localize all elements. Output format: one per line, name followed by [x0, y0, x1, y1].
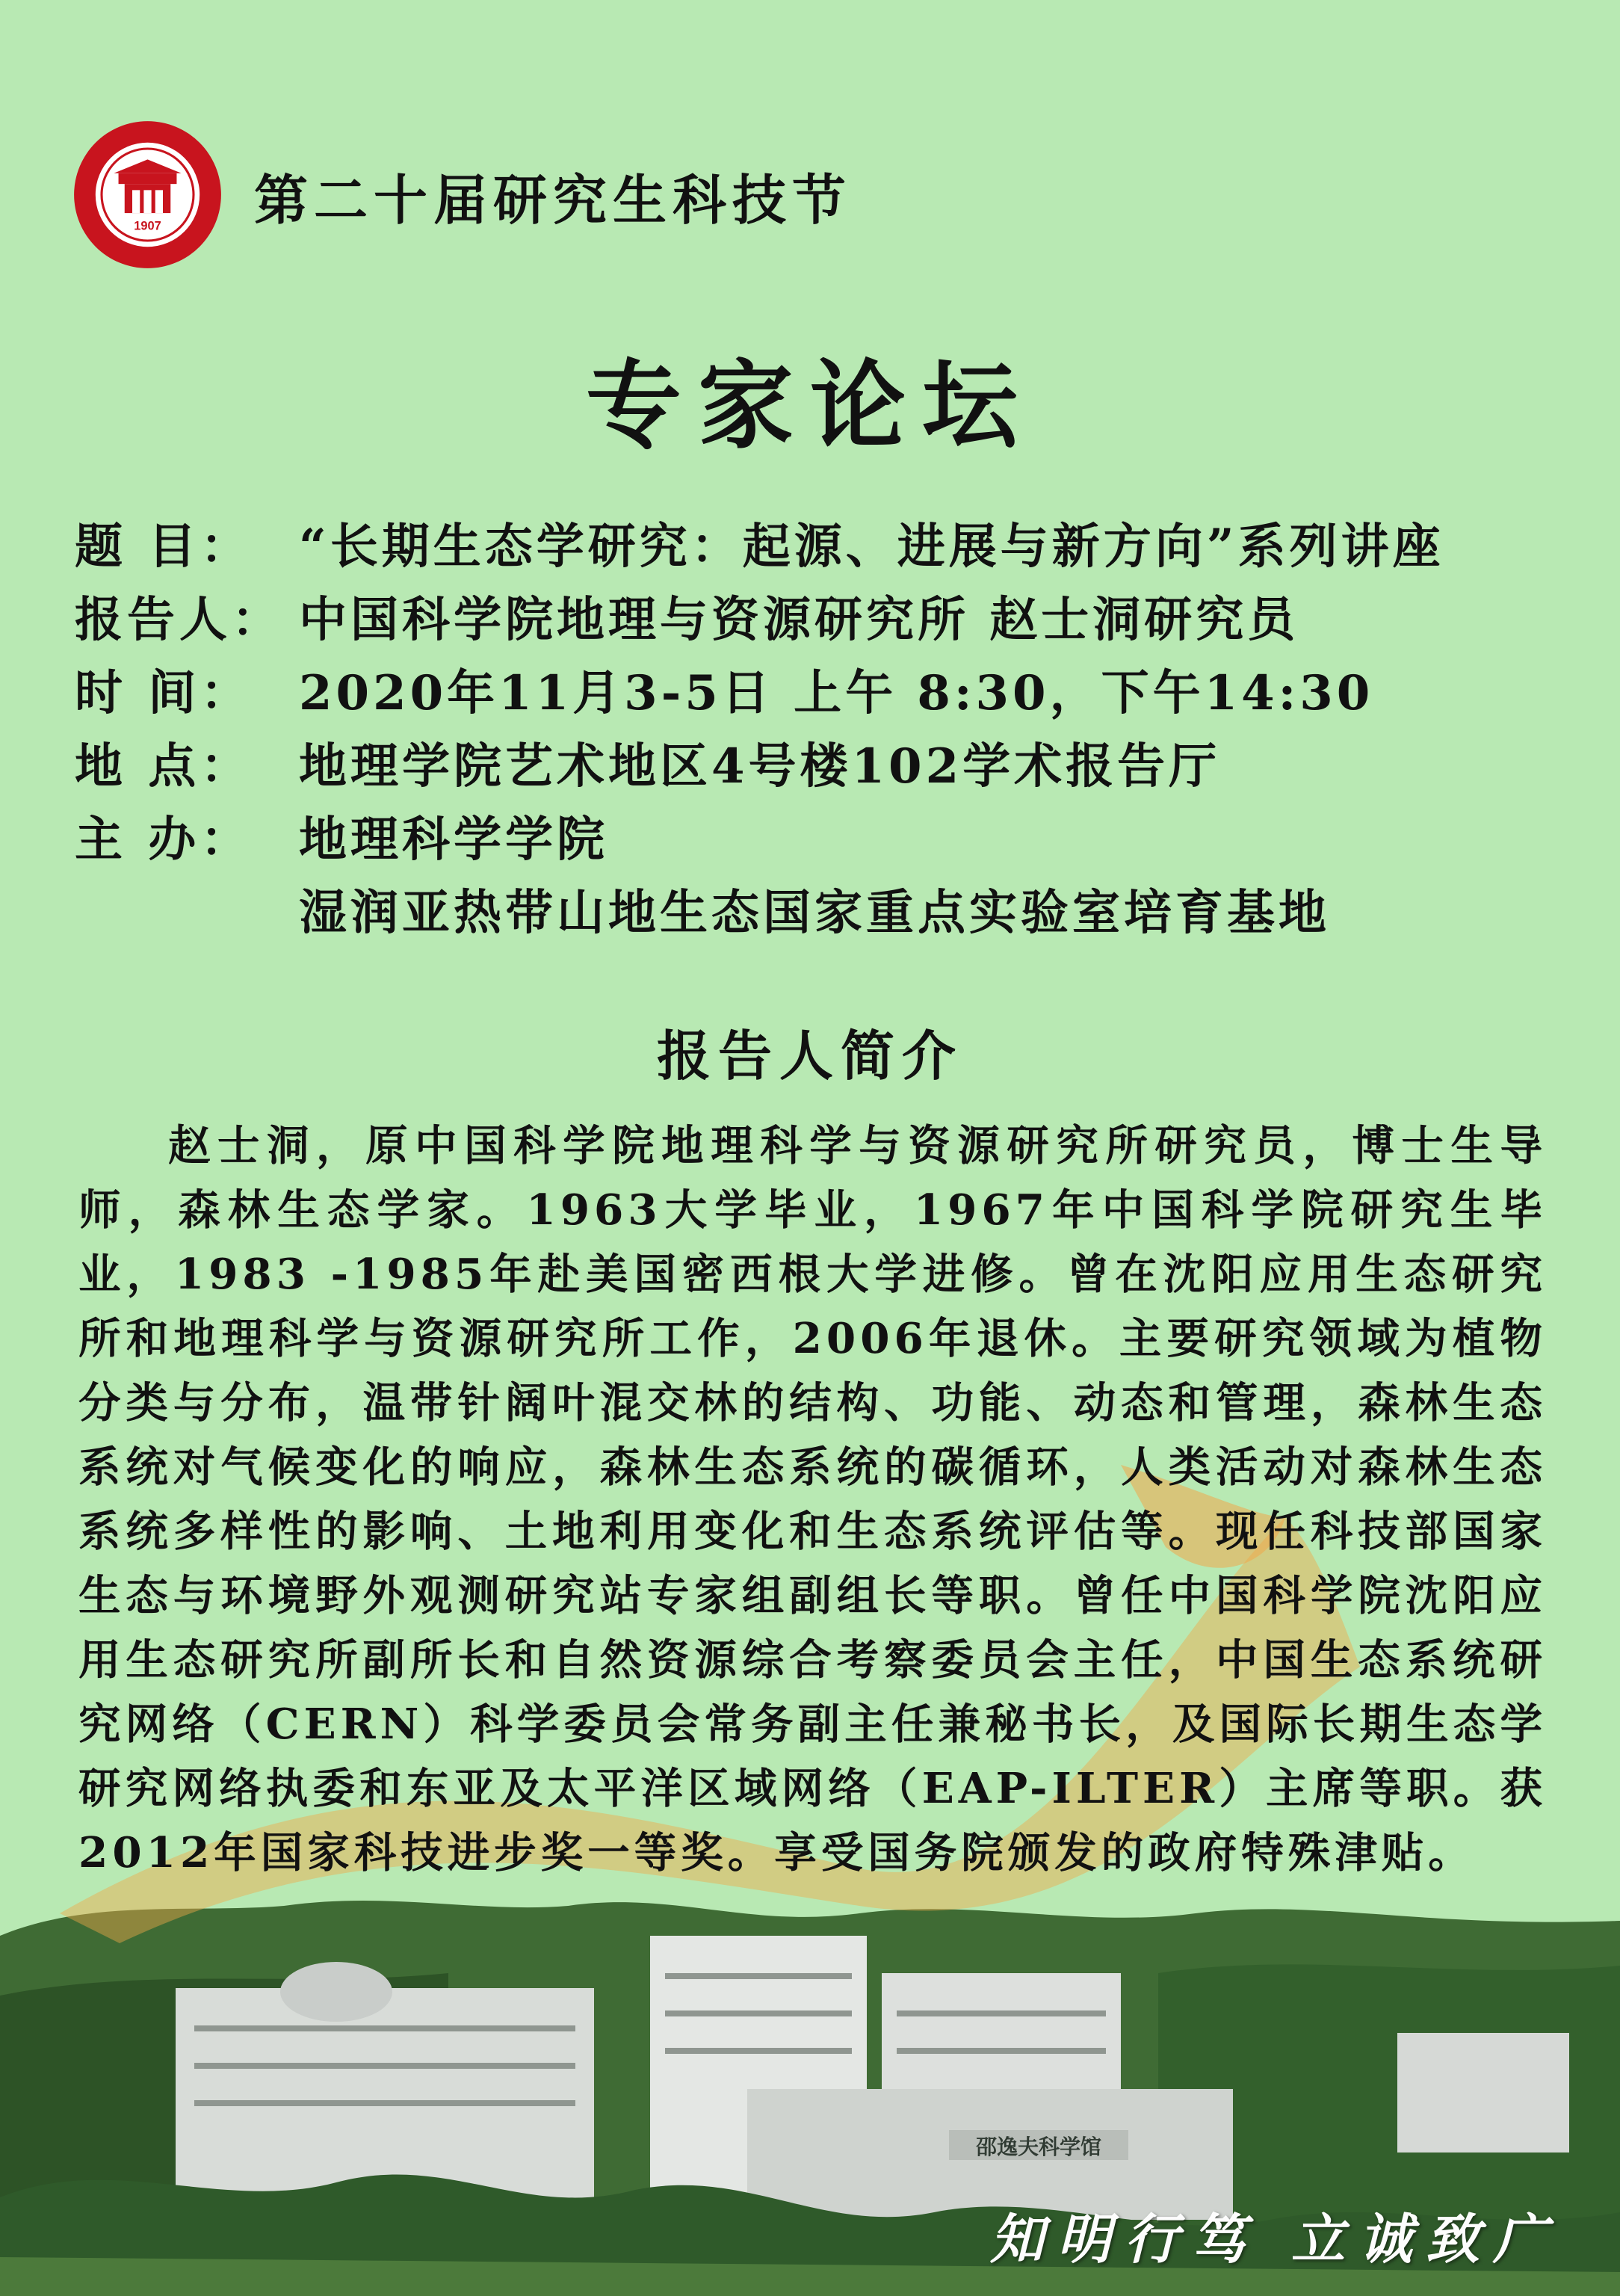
host-label: 主 办： [75, 812, 253, 868]
speaker-value: 中国科学院地理与资源研究所 赵士洞研究员 [299, 592, 1299, 648]
bio-heading: 报告人简介 [656, 1024, 963, 1087]
festival-title: 第二十届研究生科技节 [254, 168, 853, 232]
topic-value: “长期生态学研究：起源、进展与新方向”系列讲座 [299, 519, 1444, 575]
university-seal-icon [71, 118, 224, 271]
location-value: 地理学院艺术地区4号楼102学术报告厅 [299, 738, 1221, 794]
info-row-location [75, 728, 1569, 801]
host-value-2: 湿润亚热带山地生态国家重点实验室培育基地 [299, 885, 1330, 941]
info-row-time [75, 655, 1569, 728]
info-row-topic [75, 508, 1569, 581]
seal-year: 1907 [134, 219, 161, 233]
info-row-speaker [75, 581, 1569, 655]
host-value-1: 地理科学学院 [299, 812, 608, 868]
building-sign: 邵逸夫科学馆 [975, 2135, 1102, 2159]
page-title: 专家论坛 [585, 350, 1034, 462]
location-label: 地 点： [75, 738, 253, 794]
info-row-host-cont [75, 874, 1569, 948]
header [71, 123, 224, 265]
bio-text: 赵士洞，原中国科学院地理科学与资源研究所研究员，博士生导师，森林生态学家。1963大学毕业，1967年中国科学院研究生毕业，1983 -1985年赴美国密西根大学进修。曾在沈阳应用生态研究所和地理科学与资源研究所工作，2006年退休。主要研究领域为植物分类与分布，温带针阔叶混交林的结构、功能、动态和管理，森林生态系统对气候变化的响应，森林生态系统的碳循环，人类活动对森林生态系统多样性的影响、土地利用变化和生态系统评估等。现任科技部国家生态与环境野外观测研究站专家组副组长等职。曾任中国科学院沈阳应用生态研究所副所长和自然资源综合考察委员会主任，中国生态系统研究网络（CERN）科学委员会常务副主任兼秘书长，及国际长期生态学研究网络执委和东亚及太平洋区域网络（EAP-ILTER）主席等职。获2012年国家科技进步奖一等奖。享受国务院颁发的政府特殊津贴。 [78, 1121, 1547, 1877]
speaker-label: 报告人： [75, 592, 284, 648]
info-row-host [75, 801, 1569, 874]
motto-signature: 知明行笃 立诚致广 [989, 2207, 1560, 2271]
event-info [75, 508, 1569, 948]
time-value: 2020年11月3-5日 上午 8:30，下午14:30 [299, 665, 1374, 721]
topic-label: 题 目： [75, 519, 253, 575]
time-label: 时 间： [75, 665, 253, 721]
